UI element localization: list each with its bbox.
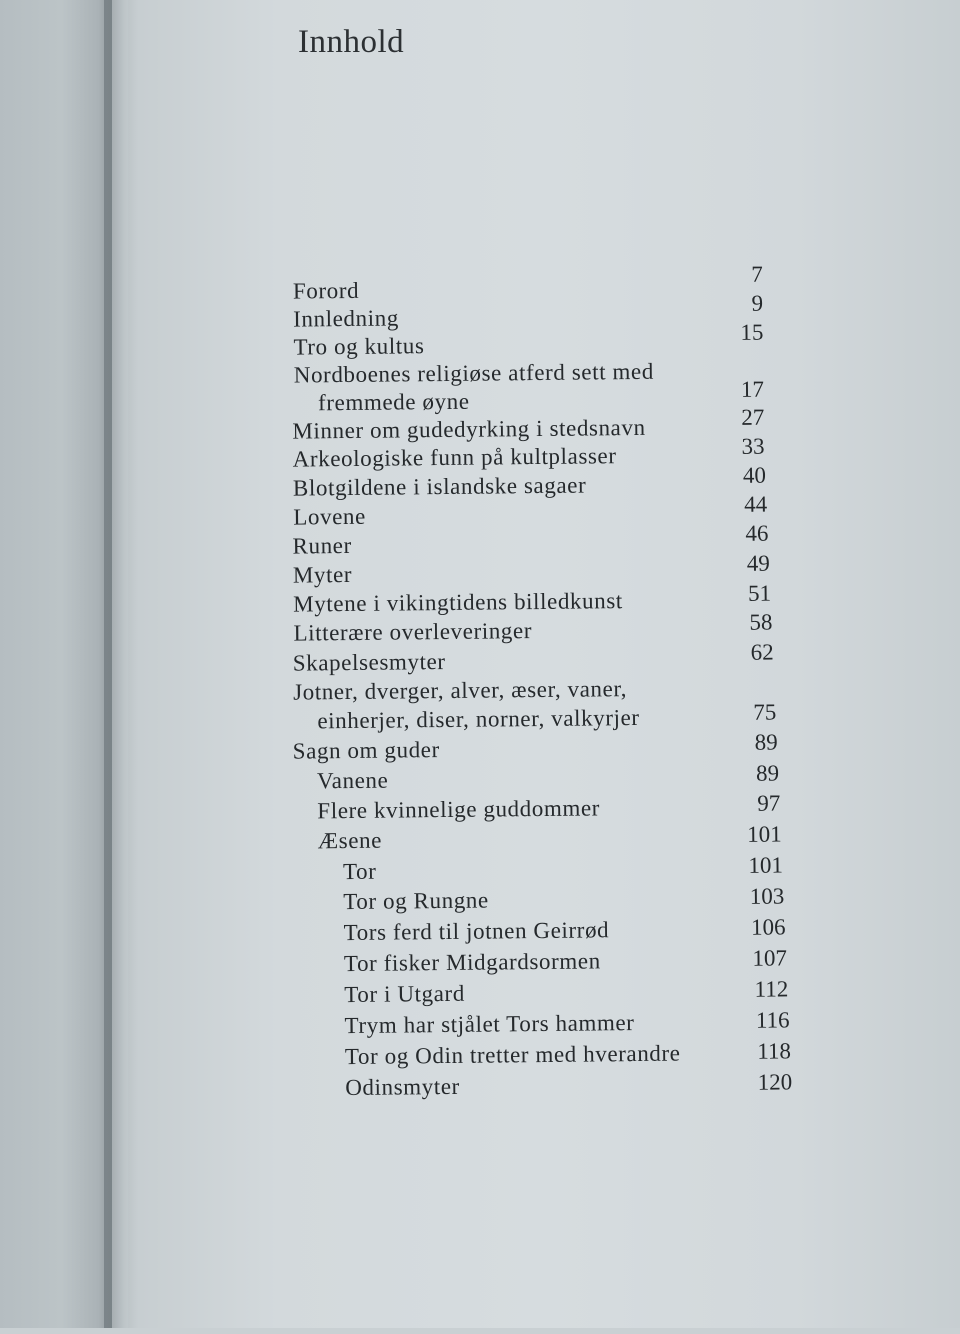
toc-entry-page: 62 bbox=[750, 639, 774, 665]
toc-entry-page: 51 bbox=[747, 580, 772, 606]
toc-entry-page: 46 bbox=[745, 520, 769, 546]
toc-entry-title: Tors ferd til jotnen Geirrød bbox=[343, 917, 610, 946]
toc-entry-page: 49 bbox=[746, 550, 770, 576]
toc-entry-page: 15 bbox=[740, 319, 764, 345]
toc-entry-page: 112 bbox=[754, 976, 789, 1002]
toc-entry-page: 44 bbox=[744, 491, 768, 517]
toc-entry-page: 101 bbox=[746, 821, 782, 847]
toc-entry-page: 101 bbox=[748, 852, 784, 878]
toc-entry-title: Mytene i vikingtidens billedkunst bbox=[293, 588, 623, 617]
toc-entry-page: 27 bbox=[741, 404, 765, 430]
toc-entry-page bbox=[694, 357, 764, 358]
toc-entry-page: 40 bbox=[742, 462, 766, 488]
toc-entry-page: 103 bbox=[749, 883, 785, 909]
toc-entry-title: Arkeologiske funn på kultplasser bbox=[292, 443, 617, 472]
toc-entry-title: Skapelsesmyter bbox=[292, 648, 446, 676]
toc-entry-title: Forord bbox=[292, 277, 360, 304]
toc-entry-page: 75 bbox=[753, 699, 777, 725]
toc-entry-title: Tor bbox=[342, 858, 377, 885]
toc-entry-title: Æsene bbox=[317, 827, 383, 854]
toc-entry-page: 89 bbox=[755, 760, 780, 786]
toc-entry-title: Litterære overleveringer bbox=[293, 618, 533, 646]
toc-entry-page: 106 bbox=[750, 914, 786, 940]
toc-entry-page bbox=[704, 669, 774, 670]
toc-entry-title: Lovene bbox=[293, 503, 366, 530]
toc-entry-title: Myter bbox=[292, 561, 353, 588]
toc-entry-title: Tro og kultus bbox=[293, 333, 425, 360]
toc-entry-title: Innledning bbox=[293, 305, 399, 332]
toc-entry-title: Tor i Utgard bbox=[344, 980, 465, 1008]
toc-entry-title: Trym har stjålet Tors hammer bbox=[344, 1010, 635, 1039]
toc-entry-title: Tor og Rungne bbox=[343, 887, 489, 915]
toc-entry-page: 9 bbox=[751, 290, 764, 316]
toc-entry-title: Sagn om guder bbox=[292, 737, 440, 764]
toc-entry-page: 89 bbox=[754, 729, 778, 755]
toc-entry-page: 33 bbox=[741, 433, 765, 459]
toc-entry-title: fremmede øyne bbox=[317, 388, 470, 416]
toc-entry-title: Flere kvinnelige guddommer bbox=[317, 795, 601, 824]
toc-entry-page: 97 bbox=[757, 790, 781, 816]
toc-entry-title: Tor og Odin tretter med hverandre bbox=[344, 1040, 681, 1070]
toc-entry-title: Runer bbox=[292, 532, 352, 559]
toc-entry-title: Jotner, dverger, alver, æser, vaner, bbox=[292, 676, 628, 705]
toc-entry-page: 17 bbox=[740, 376, 765, 402]
toc-entry-title: einherjer, diser, norner, valkyrjer bbox=[317, 704, 640, 734]
toc-entry-page: 116 bbox=[755, 1007, 790, 1033]
toc-entry-page: 120 bbox=[757, 1069, 793, 1095]
toc-entry-page: 118 bbox=[757, 1038, 792, 1064]
toc-entry-title: Odinsmyter bbox=[345, 1073, 460, 1101]
toc-entry-title: Blotgildene i islandske sagaer bbox=[292, 472, 587, 501]
page-title: Innhold bbox=[298, 24, 405, 60]
toc-entry-title: Tor fisker Midgardsormen bbox=[343, 948, 601, 977]
toc-entry-page: 7 bbox=[751, 261, 763, 287]
toc-entry-page: 58 bbox=[749, 609, 773, 635]
toc-entry-title: Vanene bbox=[316, 767, 389, 794]
toc-entry-page: 107 bbox=[752, 945, 788, 971]
toc-entry-title: Minner om gudedyrking i stedsnavn bbox=[292, 414, 646, 444]
toc-entry-title: Nordboenes religiøse atferd sett med bbox=[293, 358, 655, 388]
